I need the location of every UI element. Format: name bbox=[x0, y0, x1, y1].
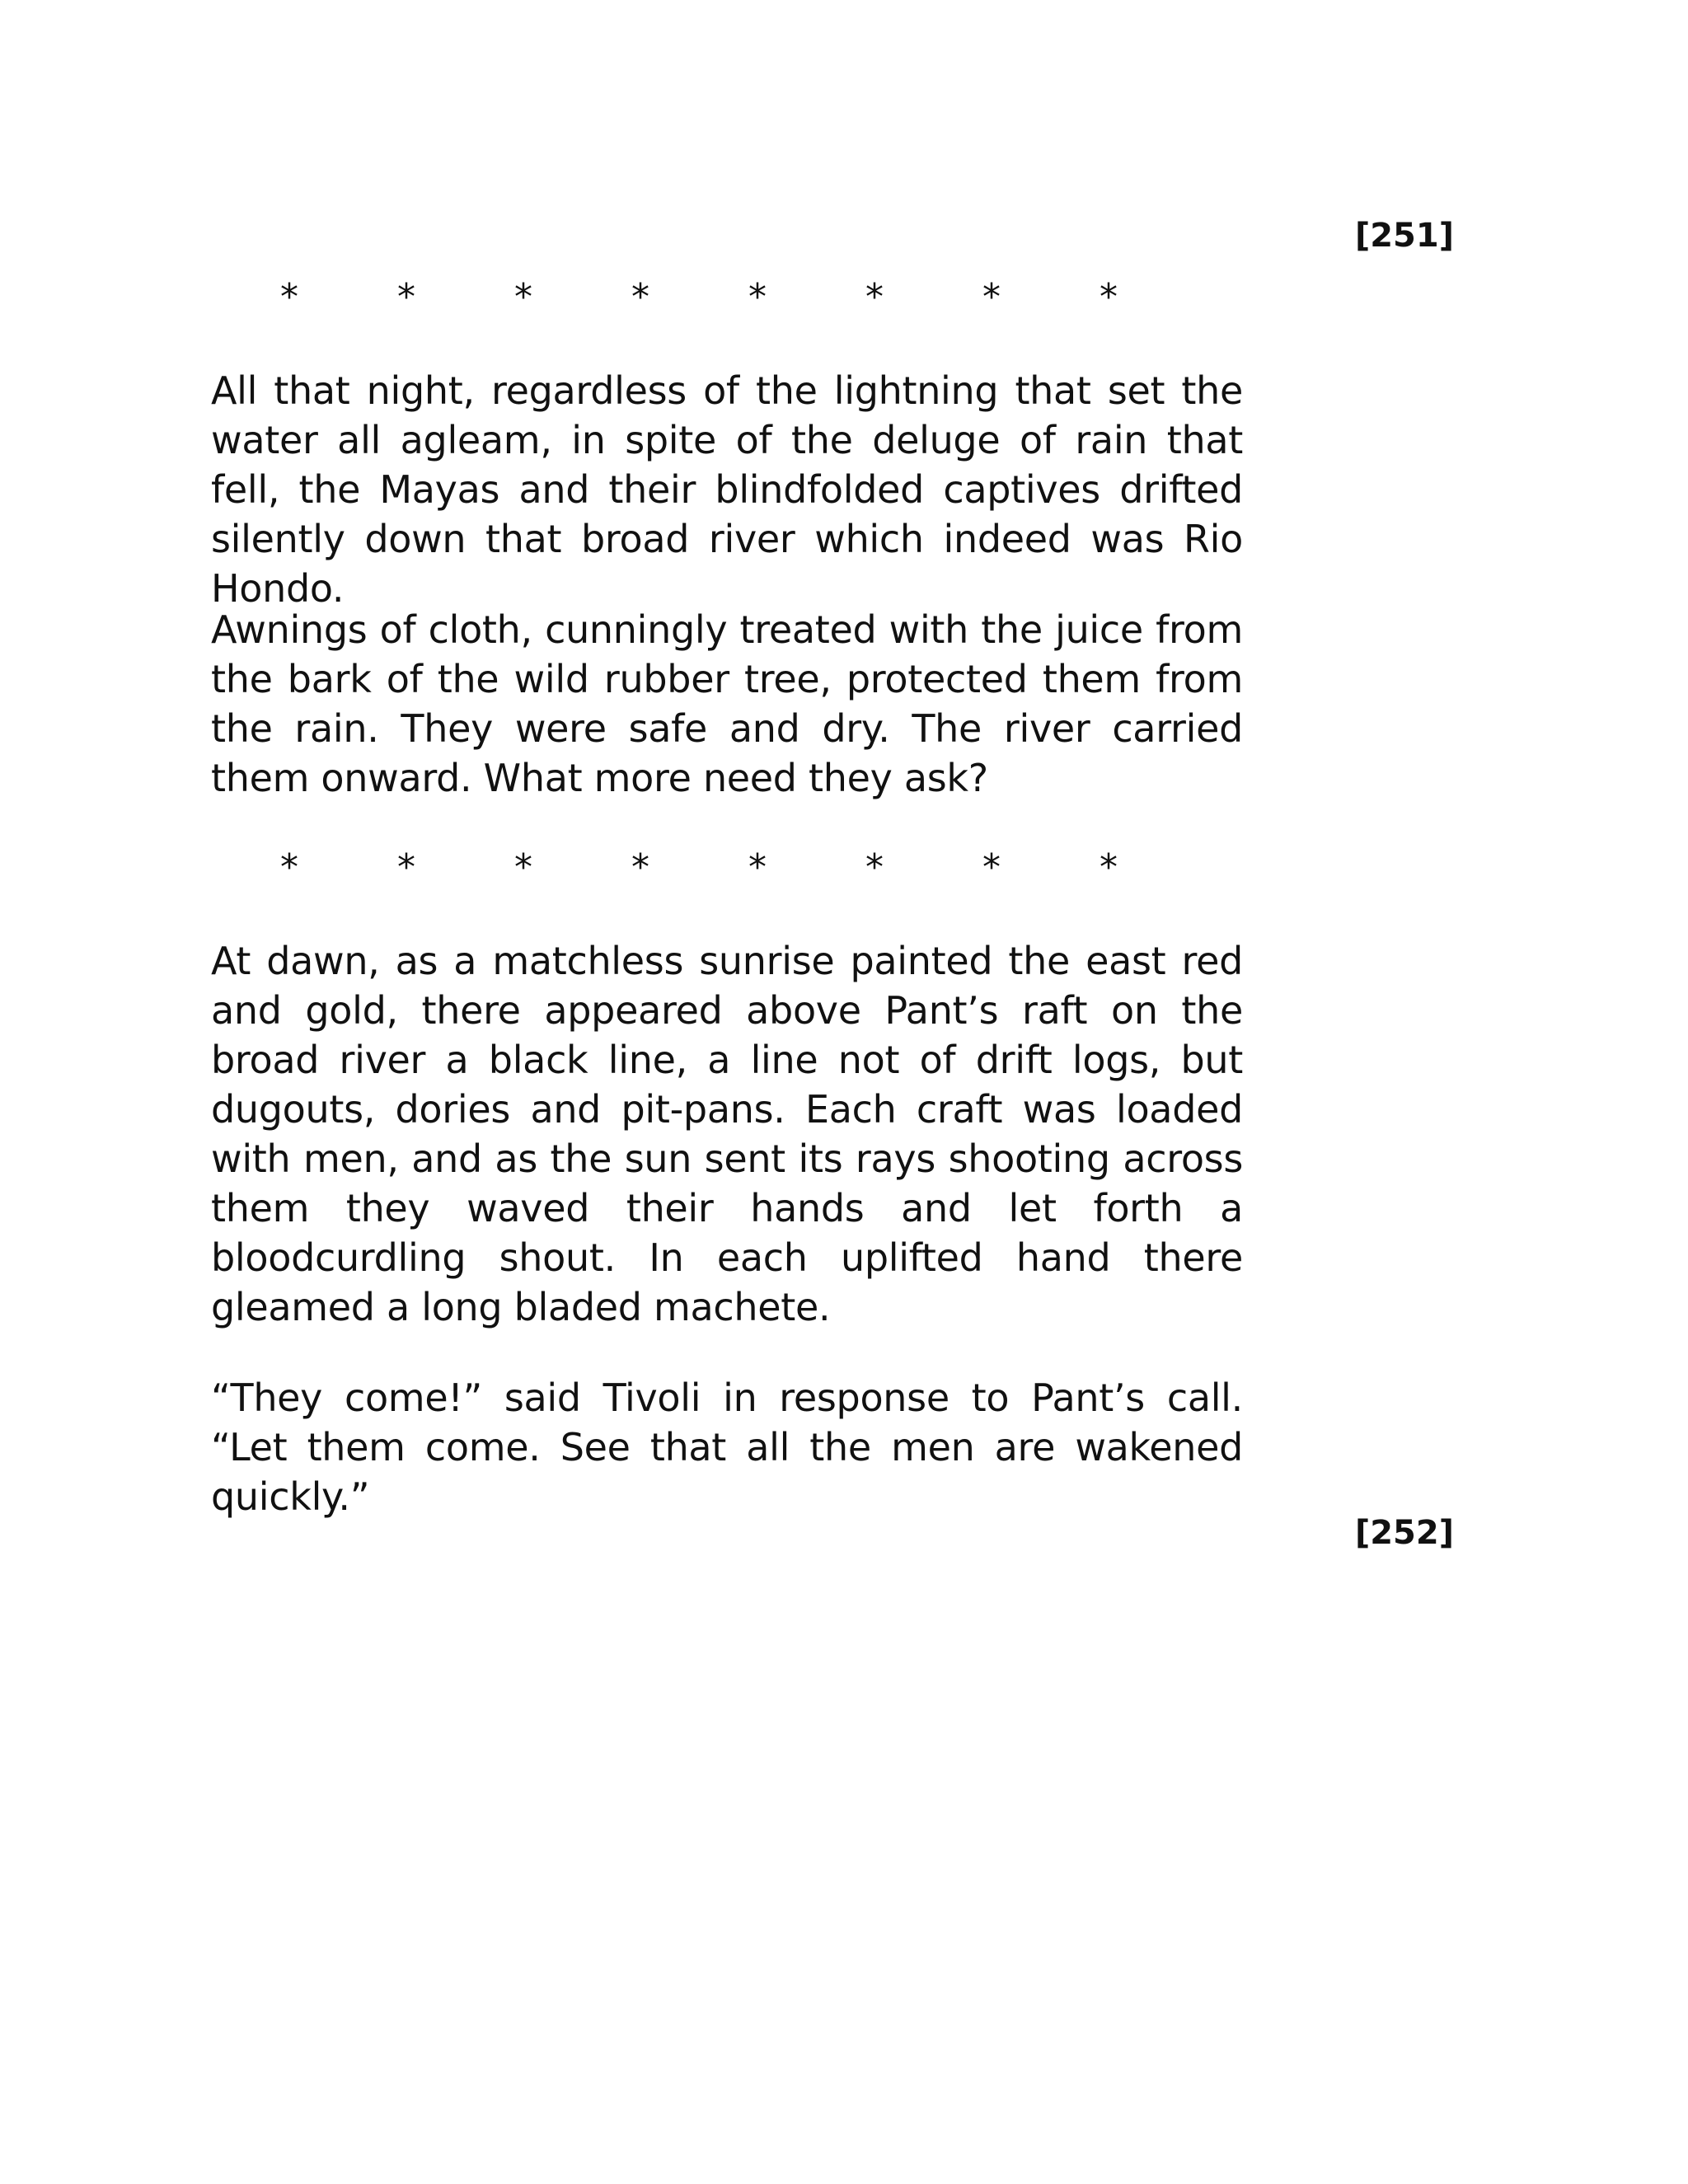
separator-asterisk: * bbox=[982, 846, 1001, 888]
page-number-top: [251] bbox=[1354, 217, 1454, 255]
separator-asterisk: * bbox=[631, 276, 649, 318]
separator-asterisk: * bbox=[1100, 846, 1118, 888]
separator-asterisk: * bbox=[748, 846, 767, 888]
separator-asterisk: * bbox=[514, 846, 532, 888]
section-separator bbox=[270, 277, 1177, 318]
page-number-bottom: [252] bbox=[1354, 1514, 1454, 1552]
separator-asterisk: * bbox=[1100, 276, 1118, 318]
separator-asterisk: * bbox=[397, 846, 415, 888]
separator-asterisk: * bbox=[865, 276, 884, 318]
separator-asterisk: * bbox=[865, 846, 884, 888]
separator-asterisk: * bbox=[514, 276, 532, 318]
separator-asterisk: * bbox=[631, 846, 649, 888]
separator-asterisk: * bbox=[748, 276, 767, 318]
separator-asterisk: * bbox=[982, 276, 1001, 318]
paragraph: “They come!” said Tivoli in response to Pant’s call. “Let them come. See that all the men are wakened quickly.” bbox=[211, 1376, 1243, 1519]
paragraph: All that night, regardless of the lightning that set the water all agleam, in spite of the deluge of rain that fell, the Mayas and their blindfolded captives drifted silently down that broad river which indeed was Rio Hondo. bbox=[211, 368, 1243, 611]
paragraph: Awnings of cloth, cunningly treated with the juice from the bark of the wild rubber tree, protected them from the rain. They were safe and dry. The river carried them onward. What more need they ask? bbox=[211, 607, 1243, 800]
section-separator bbox=[270, 847, 1177, 888]
separator-asterisk: * bbox=[280, 276, 298, 318]
paragraph: At dawn, as a matchless sunrise painted the east red and gold, there appeared above Pant’s raft on the broad river a black line, a line not of drift logs, but dugouts, dories and pit-pans. Each craft was loaded with men, and as the sun sent its rays shooting across them they waved their hands and let forth a bloodcurdling shout. In each uplifted hand there gleamed a long bladed machete. bbox=[211, 939, 1243, 1329]
separator-asterisk: * bbox=[397, 276, 415, 318]
separator-asterisk: * bbox=[280, 846, 298, 888]
